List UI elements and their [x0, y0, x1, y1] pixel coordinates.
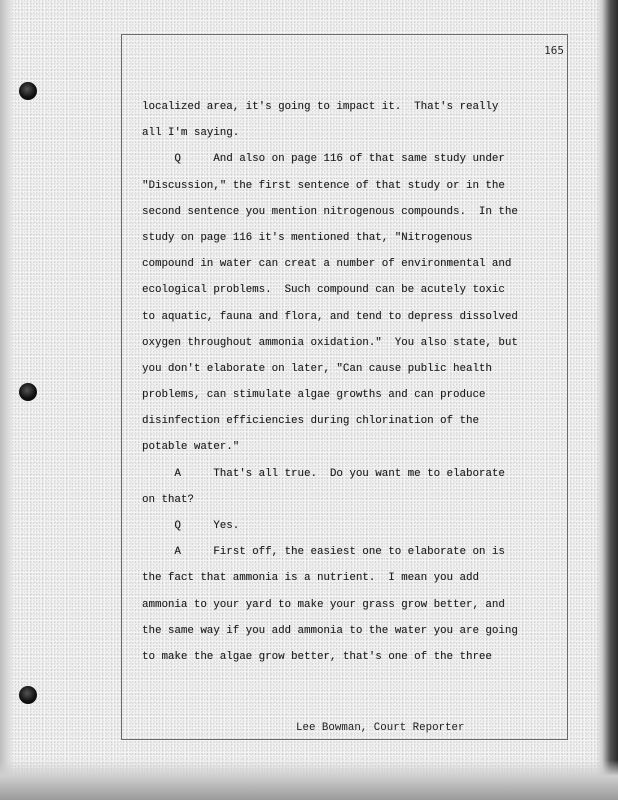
binder-hole-top: [19, 82, 37, 100]
binder-hole-bottom: [19, 686, 37, 704]
transcript-body: [142, 94, 572, 670]
transcript-line: localized area, it's going to impact it. That's really: [142, 101, 499, 113]
page-number: 165: [544, 44, 564, 57]
binder-hole-middle: [19, 383, 37, 401]
transcript-line: potable water.": [142, 441, 240, 454]
transcript-line: ammonia to your yard to make your grass grow better, and: [142, 598, 505, 611]
transcript-line: Q And also on page 116 of that same study under: [142, 153, 505, 166]
scan-edge-right: [596, 0, 618, 800]
transcript-line: ecological problems. Such compound can be acutely toxic: [142, 284, 505, 297]
scan-edge-left: [0, 0, 14, 800]
transcript-line: A First off, the easiest one to elaborate on is: [142, 546, 505, 559]
transcript-line: compound in water can creat a number of environmental and: [142, 258, 512, 271]
court-reporter-footer: Lee Bowman, Court Reporter: [296, 722, 465, 734]
transcript-line: you don't elaborate on later, "Can cause public health: [142, 362, 492, 375]
transcript-line: to aquatic, fauna and flora, and tend to depress dissolved: [142, 310, 518, 323]
transcript-line: second sentence you mention nitrogenous compounds. In the: [142, 205, 518, 218]
transcript-line: the fact that ammonia is a nutrient. I mean you add: [142, 572, 479, 585]
transcript-line: Q Yes.: [142, 520, 240, 532]
transcript-line: on that?: [142, 493, 194, 506]
transcript-line: disinfection efficiencies during chlorination of the: [142, 415, 479, 428]
transcript-line: oxygen throughout ammonia oxidation." You also state, but: [142, 336, 518, 349]
transcript-line: study on page 116 it's mentioned that, "Nitrogenous: [142, 231, 473, 244]
transcript-line: problems, can stimulate algae growths and can produce: [142, 389, 486, 402]
scan-edge-bottom: [0, 760, 618, 800]
transcript-line: the same way if you add ammonia to the water you are going: [142, 624, 518, 637]
transcript-line: all I'm saying.: [142, 127, 240, 140]
transcript-line: "Discussion," the first sentence of that study or in the: [142, 179, 505, 192]
transcript-line: A That's all true. Do you want me to elaborate: [142, 467, 505, 480]
transcript-line: to make the algae grow better, that's one of the three: [142, 650, 492, 663]
